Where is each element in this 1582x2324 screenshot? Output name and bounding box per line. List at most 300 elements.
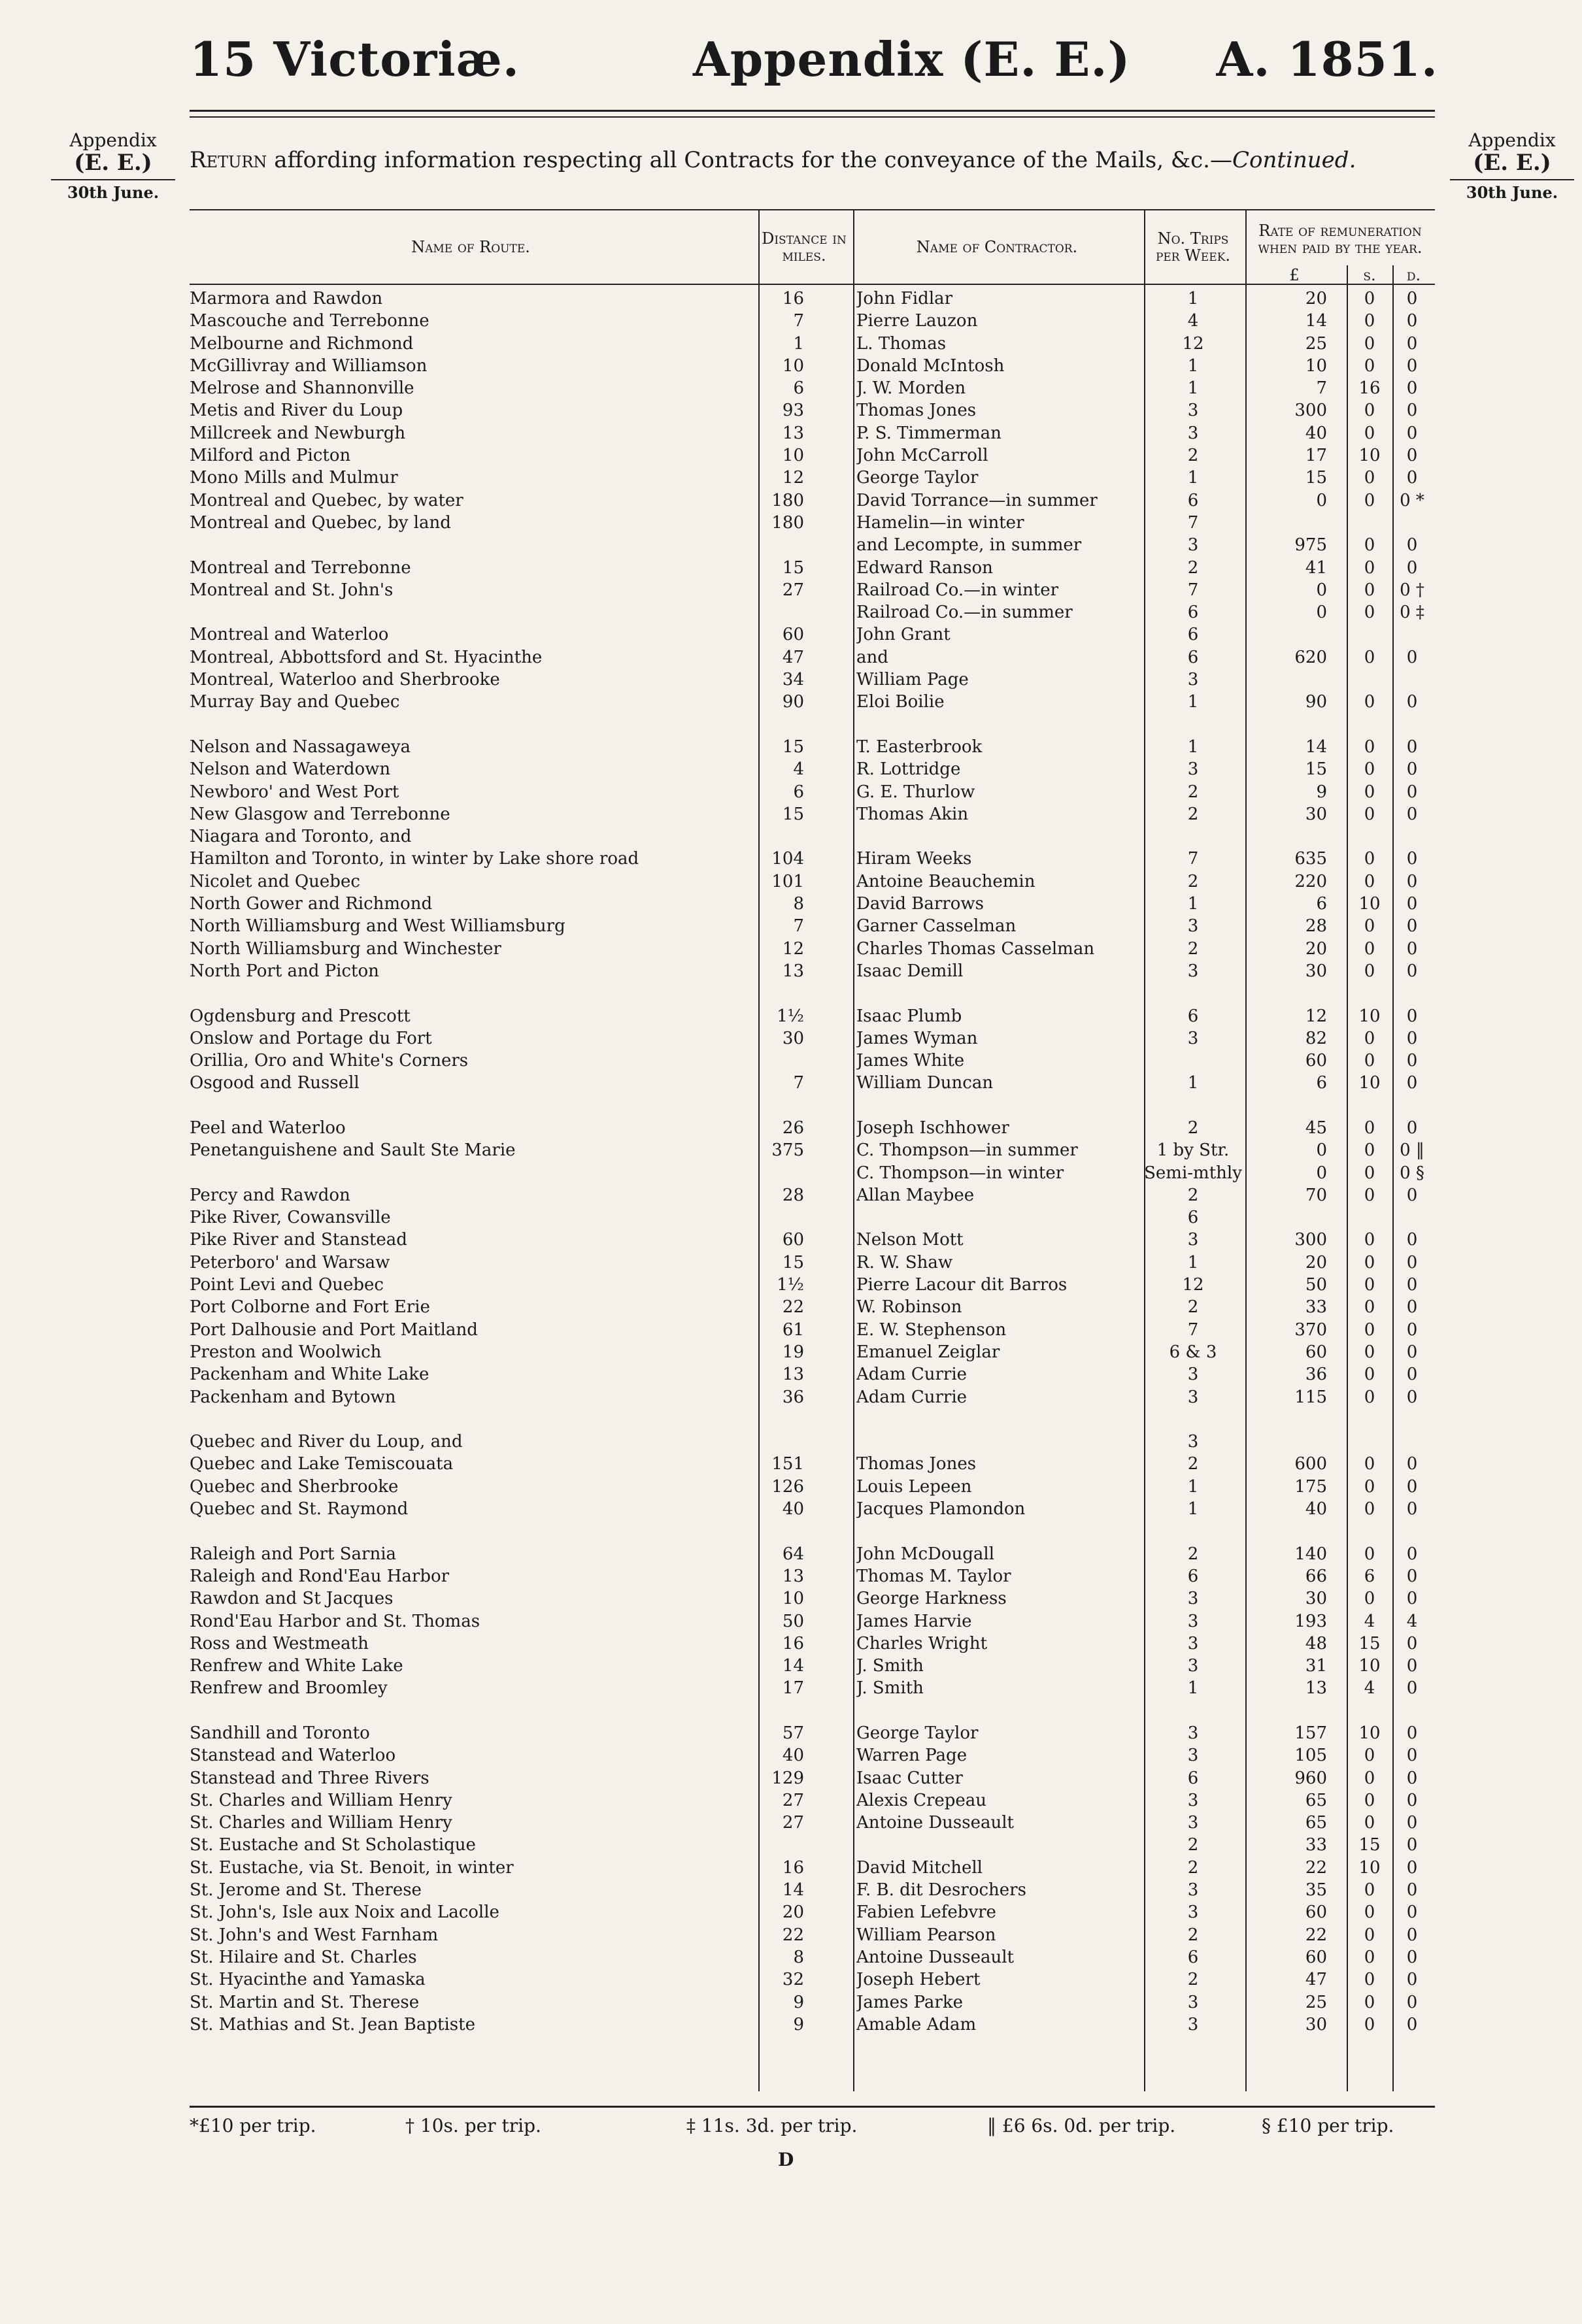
rate-pence: 0: [1406, 1857, 1418, 1878]
route-name: St. Hyacinthe and Yamaska: [190, 1970, 426, 1990]
distance-miles: 6: [793, 782, 804, 802]
distance-miles: 40: [782, 1499, 804, 1519]
rate-shillings: 0: [1364, 961, 1375, 981]
trips-per-week: 6: [1187, 1006, 1199, 1026]
rate-shillings: 15: [1358, 1835, 1381, 1855]
route-name: St. Eustache and St Scholastique: [190, 1835, 476, 1855]
footnote: † 10s. per trip.: [405, 2115, 541, 2136]
trips-per-week: 3: [1187, 1611, 1199, 1631]
header-rule: [190, 110, 1435, 112]
rate-shillings: 0: [1364, 423, 1375, 443]
rate-shillings: 0: [1364, 1028, 1375, 1048]
rate-shillings: 0: [1364, 289, 1375, 308]
contractor-name: Thomas Akin: [856, 804, 969, 824]
distance-miles: 16: [782, 289, 804, 308]
rate-pounds: 620: [1294, 647, 1327, 667]
table-row: [190, 825, 1435, 848]
trips-per-week: 2: [1187, 1835, 1199, 1855]
trips-per-week: 3: [1187, 1028, 1199, 1048]
rate-pence: 0: [1406, 468, 1418, 488]
rate-pounds: 15: [1305, 468, 1327, 488]
route-name: Stanstead and Three Rivers: [190, 1768, 429, 1788]
rate-pounds: 975: [1294, 535, 1327, 556]
rate-pounds: 14: [1305, 311, 1327, 331]
rate-shillings: 0: [1364, 849, 1375, 869]
distance-miles: 7: [793, 916, 804, 937]
rate-pence: 0: [1406, 916, 1418, 937]
rate-pounds: 40: [1305, 1499, 1327, 1519]
distance-miles: 34: [782, 670, 804, 690]
contractor-name: Pierre Lacour dit Barros: [856, 1275, 1068, 1295]
table-row: [190, 1677, 1435, 1699]
trips-per-week: 6: [1187, 1768, 1199, 1788]
rate-shillings: 0: [1364, 1230, 1375, 1250]
trips-per-week: 1: [1187, 356, 1199, 376]
trips-per-week: 1: [1187, 1252, 1199, 1272]
col-header-pence: d.: [1406, 265, 1421, 284]
contractor-name: Warren Page: [856, 1746, 968, 1766]
table-row: [190, 1050, 1435, 1072]
rate-pence: 0: [1406, 1028, 1418, 1048]
contractor-name: Nelson Mott: [856, 1230, 964, 1250]
footnote: ‡ 11s. 3d. per trip.: [686, 2115, 858, 2136]
distance-miles: 180: [771, 490, 804, 510]
table-row: [190, 691, 1435, 713]
rate-pounds: 370: [1294, 1320, 1327, 1340]
trips-per-week: 2: [1187, 871, 1199, 891]
margin-code: (E. E.): [1473, 149, 1551, 176]
distance-miles: 10: [782, 1589, 804, 1609]
contractor-name: George Harkness: [856, 1589, 1007, 1609]
distance-miles: 16: [782, 1857, 804, 1878]
distance-miles: 57: [782, 1723, 804, 1743]
table-row: [190, 1252, 1435, 1274]
rate-shillings: 0: [1364, 1185, 1375, 1205]
trips-per-week: 3: [1187, 1365, 1199, 1385]
rate-pounds: 960: [1294, 1768, 1327, 1788]
distance-miles: 8: [793, 894, 804, 914]
table-row: [190, 960, 1435, 982]
rate-shillings: 10: [1358, 446, 1381, 466]
table-row: [190, 310, 1435, 332]
route-name: North Williamsburg and Winchester: [190, 938, 501, 959]
table-row: [190, 1117, 1435, 1139]
table-row: [190, 1633, 1435, 1655]
distance-miles: 16: [782, 1633, 804, 1653]
rate-pence: 0: [1406, 804, 1418, 824]
footer-rule: [190, 2106, 1435, 2108]
distance-miles: 32: [782, 1970, 804, 1990]
col-header-shilling: s.: [1363, 265, 1376, 284]
contractor-name: Hiram Weeks: [856, 849, 972, 869]
rate-pence: 0: [1406, 1656, 1418, 1676]
contractor-name: Eloi Boilie: [856, 692, 945, 712]
trips-per-week: 1: [1187, 1499, 1199, 1519]
rate-pounds: 9: [1316, 782, 1327, 802]
rate-pounds: 20: [1305, 1252, 1327, 1272]
trips-per-week: 3: [1187, 1723, 1199, 1743]
trips-per-week: 3: [1187, 1746, 1199, 1766]
table-row: [190, 1946, 1435, 1968]
col-header-pound: £: [1289, 265, 1300, 284]
trips-per-week: 6: [1187, 1947, 1199, 1967]
table-row: [190, 1476, 1435, 1498]
distance-miles: 27: [782, 1790, 804, 1810]
trips-per-week: 7: [1187, 1320, 1199, 1340]
rate-pounds: 14: [1305, 737, 1327, 757]
route-name: St. Charles and William Henry: [190, 1790, 452, 1810]
trips-per-week: 2: [1187, 1454, 1199, 1474]
rate-pence: 0: [1406, 1544, 1418, 1564]
rate-shillings: 0: [1364, 311, 1375, 331]
trips-per-week: 2: [1187, 804, 1199, 824]
contractor-name: George Taylor: [856, 468, 979, 488]
rate-pounds: 35: [1305, 1880, 1327, 1901]
distance-miles: 20: [782, 1902, 804, 1923]
route-name: Raleigh and Rond'Eau Harbor: [190, 1566, 450, 1586]
rate-pounds: 30: [1305, 804, 1327, 824]
contractor-name: Antoine Beauchemin: [856, 871, 1035, 891]
contractor-name: Hamelin—in winter: [856, 512, 1024, 533]
route-name: Quebec and Lake Temiscouata: [190, 1454, 454, 1474]
rate-shillings: 10: [1358, 1073, 1381, 1093]
rate-pounds: 13: [1305, 1678, 1327, 1699]
rate-shillings: 0: [1364, 490, 1375, 510]
rate-pence: 0: [1406, 894, 1418, 914]
table-row: [190, 1229, 1435, 1251]
distance-miles: 17: [782, 1678, 804, 1699]
trips-per-week: 6: [1187, 603, 1199, 623]
distance-miles: 22: [782, 1925, 804, 1945]
trips-per-week: 1: [1187, 289, 1199, 308]
distance-miles: 22: [782, 1297, 804, 1318]
rate-pence: 0: [1406, 849, 1418, 869]
rate-pounds: 0: [1316, 1140, 1327, 1161]
rate-shillings: 10: [1358, 894, 1381, 914]
contractor-name: David Barrows: [856, 894, 984, 914]
col-header-rate: Rate of remuneration when paid by the year.: [1258, 221, 1422, 257]
distance-miles: 13: [782, 423, 804, 443]
rate-pence: 0: [1406, 1925, 1418, 1945]
rate-pounds: 300: [1294, 401, 1327, 421]
rate-pounds: 60: [1305, 1947, 1327, 1967]
table-row: [190, 1991, 1435, 2014]
distance-miles: 4: [793, 759, 804, 780]
rate-pounds: 300: [1294, 1230, 1327, 1250]
table-row: [190, 534, 1435, 556]
rate-shillings: 0: [1364, 401, 1375, 421]
rate-shillings: 0: [1364, 1589, 1375, 1609]
rate-pence: 0: [1406, 1678, 1418, 1699]
table-row: [190, 893, 1435, 915]
table-row: [190, 1184, 1435, 1206]
margin-date: 30th June.: [51, 179, 175, 201]
rate-shillings: 0: [1364, 1140, 1375, 1161]
footnote: ‖ £6 6s. 0d. per trip.: [987, 2115, 1176, 2136]
table-row: [190, 1296, 1435, 1318]
table-row: [190, 1744, 1435, 1767]
contractor-name: Fabien Lefebvre: [856, 1902, 996, 1923]
rate-pence: 0: [1406, 1476, 1418, 1497]
table-row: [190, 1901, 1435, 1923]
table-row: [190, 1812, 1435, 1834]
table-row: [190, 848, 1435, 870]
rate-shillings: 10: [1358, 1857, 1381, 1878]
rate-pounds: 40: [1305, 423, 1327, 443]
route-name: Montreal and St. John's: [190, 580, 394, 600]
distance-miles: 64: [782, 1544, 804, 1564]
route-name: Ogdensburg and Prescott: [190, 1006, 411, 1026]
rate-shillings: 0: [1364, 871, 1375, 891]
contractor-name: Edward Ranson: [856, 557, 993, 578]
rate-shillings: 16: [1358, 378, 1381, 399]
route-name: Milford and Picton: [190, 446, 351, 466]
rate-shillings: 0: [1364, 1051, 1375, 1071]
rate-pounds: 6: [1316, 1073, 1327, 1093]
route-name: Montreal, Abbottsford and St. Hyacinthe: [190, 647, 543, 667]
route-name: Preston and Woolwich: [190, 1342, 382, 1362]
table-row: [190, 333, 1435, 355]
rate-pounds: 82: [1305, 1028, 1327, 1048]
rate-pounds: 22: [1305, 1925, 1327, 1945]
contractor-name: and Lecompte, in summer: [856, 535, 1082, 556]
route-name: Pike River, Cowansville: [190, 1208, 391, 1228]
rate-pence: 0: [1406, 647, 1418, 667]
title-body: affording information respecting all Contracts for the conveyance of the Mails, &c.—: [274, 147, 1232, 173]
contractor-name: Railroad Co.—in summer: [856, 603, 1073, 623]
contractor-name: J. Smith: [856, 1678, 924, 1699]
rate-pounds: 25: [1305, 333, 1327, 354]
rate-pounds: 30: [1305, 2014, 1327, 2034]
distance-miles: 12: [782, 468, 804, 488]
rate-shillings: 0: [1364, 759, 1375, 780]
route-name: Newboro' and West Port: [190, 782, 399, 802]
distance-miles: 13: [782, 1566, 804, 1586]
rate-pounds: 90: [1305, 692, 1327, 712]
table-row: [190, 1587, 1435, 1610]
route-name: Metis and River du Loup: [190, 401, 403, 421]
distance-miles: 47: [782, 647, 804, 667]
table-row: [190, 1857, 1435, 1879]
distance-miles: 12: [782, 938, 804, 959]
rate-pence: 0: [1406, 333, 1418, 354]
distance-miles: 104: [771, 849, 804, 869]
trips-per-week: 12: [1182, 1275, 1204, 1295]
rate-pence: 0: [1406, 1746, 1418, 1766]
route-name: Peterboro' and Warsaw: [190, 1252, 390, 1272]
route-name: Mono Mills and Mulmur: [190, 468, 398, 488]
rate-pence: 0: [1406, 1006, 1418, 1026]
rate-shillings: 0: [1364, 1970, 1375, 1990]
rate-shillings: 0: [1364, 1790, 1375, 1810]
trips-per-week: 7: [1187, 580, 1199, 600]
col-header-trips: No. Trips per Week.: [1155, 229, 1231, 265]
table-row: [190, 871, 1435, 893]
rate-shillings: 0: [1364, 1544, 1375, 1564]
trips-per-week: 3: [1187, 1880, 1199, 1901]
rate-shillings: 0: [1364, 1902, 1375, 1923]
trips-per-week: 3: [1187, 1230, 1199, 1250]
table-row: [190, 1924, 1435, 1946]
table-row: [190, 714, 1435, 736]
route-name: Percy and Rawdon: [190, 1185, 350, 1205]
contractor-name: Charles Wright: [856, 1633, 988, 1653]
trips-per-week: 3: [1187, 1992, 1199, 2012]
trips-per-week: 3: [1187, 423, 1199, 443]
rate-pence: 0: [1406, 1813, 1418, 1833]
table-row: [190, 1005, 1435, 1027]
route-name: Point Levi and Quebec: [190, 1275, 384, 1295]
rate-shillings: 10: [1358, 1656, 1381, 1676]
distance-miles: 101: [771, 871, 804, 891]
contractor-name: David Torrance—in summer: [856, 490, 1098, 510]
rate-shillings: 0: [1364, 804, 1375, 824]
table-row: [190, 579, 1435, 601]
trips-per-week: 6 & 3: [1169, 1342, 1217, 1362]
trips-per-week: 3: [1187, 1432, 1199, 1452]
rate-shillings: 0: [1364, 1768, 1375, 1788]
route-name: Ross and Westmeath: [190, 1633, 369, 1653]
trips-per-week: 1 by Str.: [1156, 1140, 1230, 1161]
rate-pounds: 175: [1294, 1476, 1327, 1497]
contractor-name: Pierre Lauzon: [856, 311, 978, 331]
distance-miles: 60: [782, 1230, 804, 1250]
trips-per-week: 2: [1187, 782, 1199, 802]
trips-per-week: 7: [1187, 849, 1199, 869]
rate-pounds: 50: [1305, 1275, 1327, 1295]
trips-per-week: 6: [1187, 647, 1199, 667]
trips-per-week: 6: [1187, 490, 1199, 510]
rate-pence: 0: [1406, 1902, 1418, 1923]
rate-pence: 0: [1406, 1566, 1418, 1586]
rate-pence: 0: [1406, 423, 1418, 443]
rate-pounds: 28: [1305, 916, 1327, 937]
table-row: [190, 1565, 1435, 1587]
title-tail: Continued.: [1232, 147, 1356, 173]
distance-miles: 15: [782, 804, 804, 824]
table-row: [190, 1655, 1435, 1677]
contractor-name: James Parke: [856, 1992, 963, 2012]
rate-pence: 0: [1406, 1947, 1418, 1967]
footnote: *£10 per trip.: [190, 2115, 316, 2136]
table-row: [190, 1834, 1435, 1856]
rate-pence: 0: [1406, 1320, 1418, 1340]
trips-per-week: 2: [1187, 1857, 1199, 1878]
contractor-name: Alexis Crepeau: [856, 1790, 987, 1810]
distance-miles: 15: [782, 557, 804, 578]
route-name: Montreal and Quebec, by water: [190, 490, 463, 510]
table-row: [190, 1027, 1435, 1050]
contractor-name: Isaac Demill: [856, 961, 964, 981]
rate-pence: 0: [1406, 1342, 1418, 1362]
col-header-contractor: Name of Contractor.: [916, 237, 1078, 256]
table-row: [190, 915, 1435, 937]
route-name: Stanstead and Waterloo: [190, 1746, 396, 1766]
contractor-name: W. Robinson: [856, 1297, 962, 1318]
rate-pence: 0 ‡: [1400, 603, 1424, 623]
rate-pounds: 140: [1294, 1544, 1327, 1564]
rate-pounds: 60: [1305, 1051, 1327, 1071]
table-row: [190, 1341, 1435, 1363]
route-name: North Williamsburg and West Williamsburg: [190, 916, 565, 937]
rate-pence: 0: [1406, 1723, 1418, 1743]
rate-pounds: 33: [1305, 1835, 1327, 1855]
contractor-name: Antoine Dusseault: [856, 1947, 1015, 1967]
route-name: Quebec and River du Loup, and: [190, 1432, 463, 1452]
distance-miles: 27: [782, 1813, 804, 1833]
rate-pence: 0: [1406, 1365, 1418, 1385]
rate-pence: 0: [1406, 378, 1418, 399]
rate-shillings: 0: [1364, 580, 1375, 600]
rate-shillings: 0: [1364, 1476, 1375, 1497]
distance-miles: 8: [793, 1947, 804, 1967]
contractor-name: John Fidlar: [856, 289, 953, 308]
route-name: Montreal and Quebec, by land: [190, 512, 451, 533]
rate-pounds: 600: [1294, 1454, 1327, 1474]
rate-pence: 0: [1406, 1633, 1418, 1653]
trips-per-week: 3: [1187, 1387, 1199, 1407]
trips-per-week: 1: [1187, 692, 1199, 712]
rate-pence: 0: [1406, 961, 1418, 981]
contractor-name: P. S. Timmerman: [856, 423, 1001, 443]
contractor-name: Thomas M. Taylor: [856, 1566, 1011, 1586]
header-center: Appendix (E. E.): [693, 31, 1131, 87]
distance-miles: 10: [782, 446, 804, 466]
rate-pounds: 36: [1305, 1365, 1327, 1385]
rate-shillings: 0: [1364, 737, 1375, 757]
rate-shillings: 0: [1364, 1947, 1375, 1967]
table-row: [190, 1206, 1435, 1229]
route-name: Melrose and Shannonville: [190, 378, 414, 399]
trips-per-week: 2: [1187, 1297, 1199, 1318]
contractor-name: Railroad Co.—in winter: [856, 580, 1059, 600]
rate-pounds: 31: [1305, 1656, 1327, 1676]
rate-shillings: 10: [1358, 1006, 1381, 1026]
contractor-name: Adam Currie: [856, 1365, 968, 1385]
trips-per-week: 1: [1187, 1073, 1199, 1093]
rate-pounds: 47: [1305, 1970, 1327, 1990]
rate-pence: 0: [1406, 535, 1418, 556]
table-row: [190, 467, 1435, 489]
rate-pounds: 70: [1305, 1185, 1327, 1205]
route-name: Montreal and Waterloo: [190, 625, 389, 645]
distance-miles: 375: [771, 1140, 804, 1161]
rate-shillings: 0: [1364, 1163, 1375, 1183]
rate-pounds: 0: [1316, 603, 1327, 623]
table-row: [190, 1610, 1435, 1633]
rate-shillings: 0: [1364, 333, 1375, 354]
rate-pence: 0: [1406, 1768, 1418, 1788]
rate-pence: 0: [1406, 1051, 1418, 1071]
contractor-name: Thomas Jones: [856, 401, 977, 421]
table-row: [190, 444, 1435, 467]
rate-pounds: 157: [1294, 1723, 1327, 1743]
table-row: [190, 490, 1435, 512]
table-row: [190, 781, 1435, 803]
rate-pounds: 60: [1305, 1902, 1327, 1923]
contractor-name: Thomas Jones: [856, 1454, 977, 1474]
contractor-name: G. E. Thurlow: [856, 782, 975, 802]
trips-per-week: 1: [1187, 894, 1199, 914]
table-row: [190, 1274, 1435, 1296]
rate-shillings: 0: [1364, 1454, 1375, 1474]
rate-shillings: 0: [1364, 1746, 1375, 1766]
header-right: A. 1851.: [1216, 31, 1438, 87]
table-row: [190, 669, 1435, 691]
route-name: Packenham and Bytown: [190, 1387, 396, 1407]
trips-per-week: 2: [1187, 1185, 1199, 1205]
rate-shillings: 0: [1364, 1387, 1375, 1407]
